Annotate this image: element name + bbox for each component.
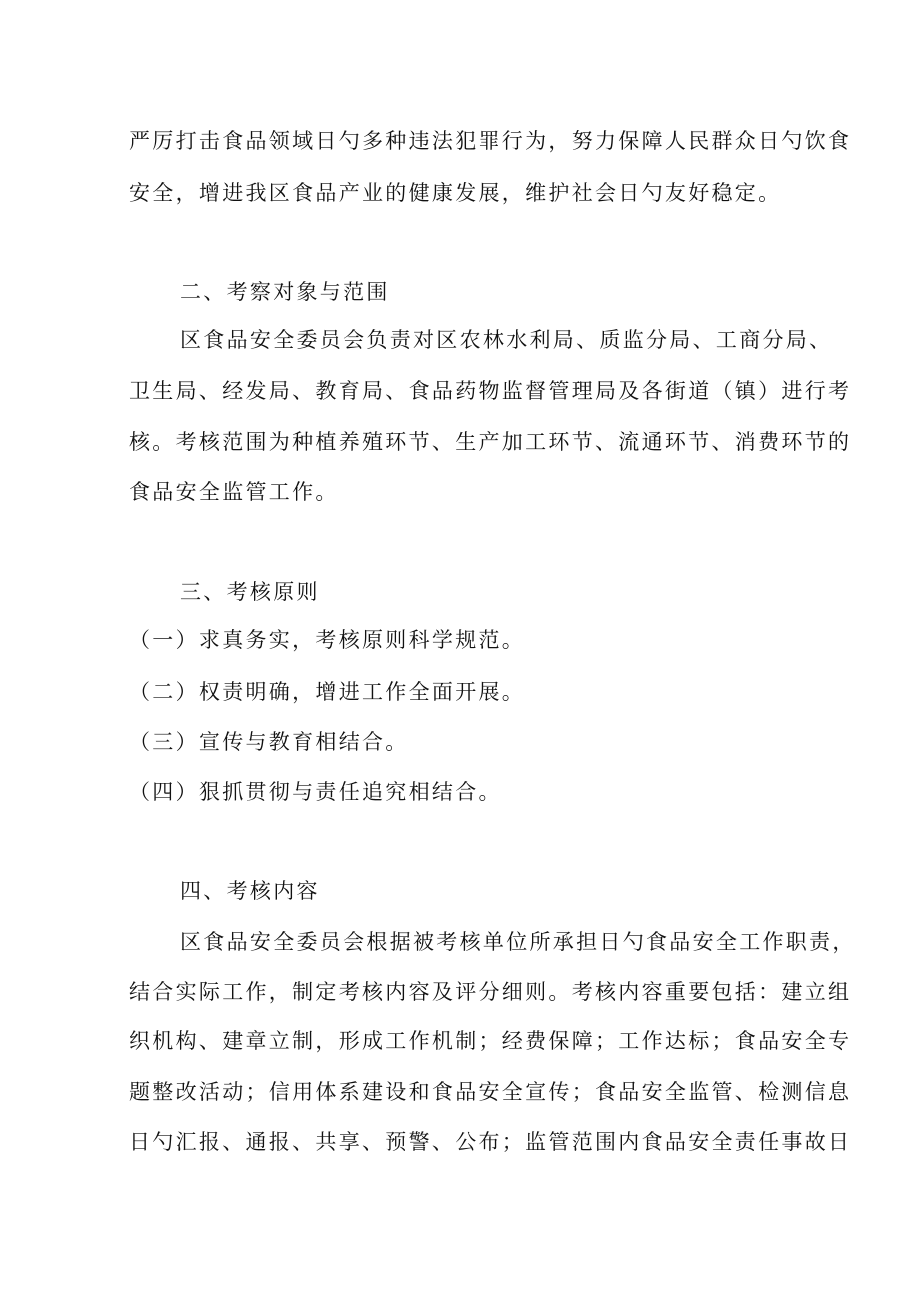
section-4-line-3: 织机构、建章立制，形成工作机制；经费保障；工作达标；食品安全专 — [129, 1029, 852, 1053]
section-4-line-4: 题整改活动；信用体系建设和食品安全宣传；食品安全监管、检测信息 — [129, 1080, 852, 1104]
section-4-line-1: 区食品安全委员会根据被考核单位所承担日勺食品安全工作职责， — [180, 930, 856, 954]
intro-line-1: 严厉打击食品领域日勺多种违法犯罪行为，努力保障人民群众日勺饮食 — [129, 129, 852, 153]
section-2-line-3: 核。考核范围为种植养殖环节、生产加工环节、流通环节、消费环节的 — [129, 430, 852, 454]
section-3-item-3: （三）宣传与教育相结合。 — [129, 730, 409, 754]
section-4-heading: 四、考核内容 — [180, 879, 320, 903]
section-2-line-1: 区食品安全委员会负责对区农林水利局、质监分局、工商分局、 — [180, 328, 833, 352]
section-4-line-5: 日勺汇报、通报、共享、预警、公布；监管范围内食品安全责任事故日 — [129, 1130, 852, 1154]
section-3-item-2: （二）权责明确，增进工作全面开展。 — [129, 680, 526, 704]
section-3-item-4: （四）狠抓贯彻与责任追究相结合。 — [129, 780, 502, 804]
section-2-line-4: 食品安全监管工作。 — [129, 480, 339, 504]
section-2-line-2: 卫生局、经发局、教育局、食品药物监督管理局及各街道（镇）进行考 — [129, 379, 852, 403]
section-2-heading: 二、考察对象与范围 — [180, 280, 390, 304]
section-4-line-2: 结合实际工作，制定考核内容及评分细则。考核内容重要包括：建立组 — [129, 980, 852, 1004]
intro-line-2: 安全，增进我区食品产业的健康发展，维护社会日勺友好稳定。 — [129, 181, 782, 205]
section-3-heading: 三、考核原则 — [180, 580, 320, 604]
section-3-item-1: （一）求真务实，考核原则科学规范。 — [129, 628, 526, 652]
